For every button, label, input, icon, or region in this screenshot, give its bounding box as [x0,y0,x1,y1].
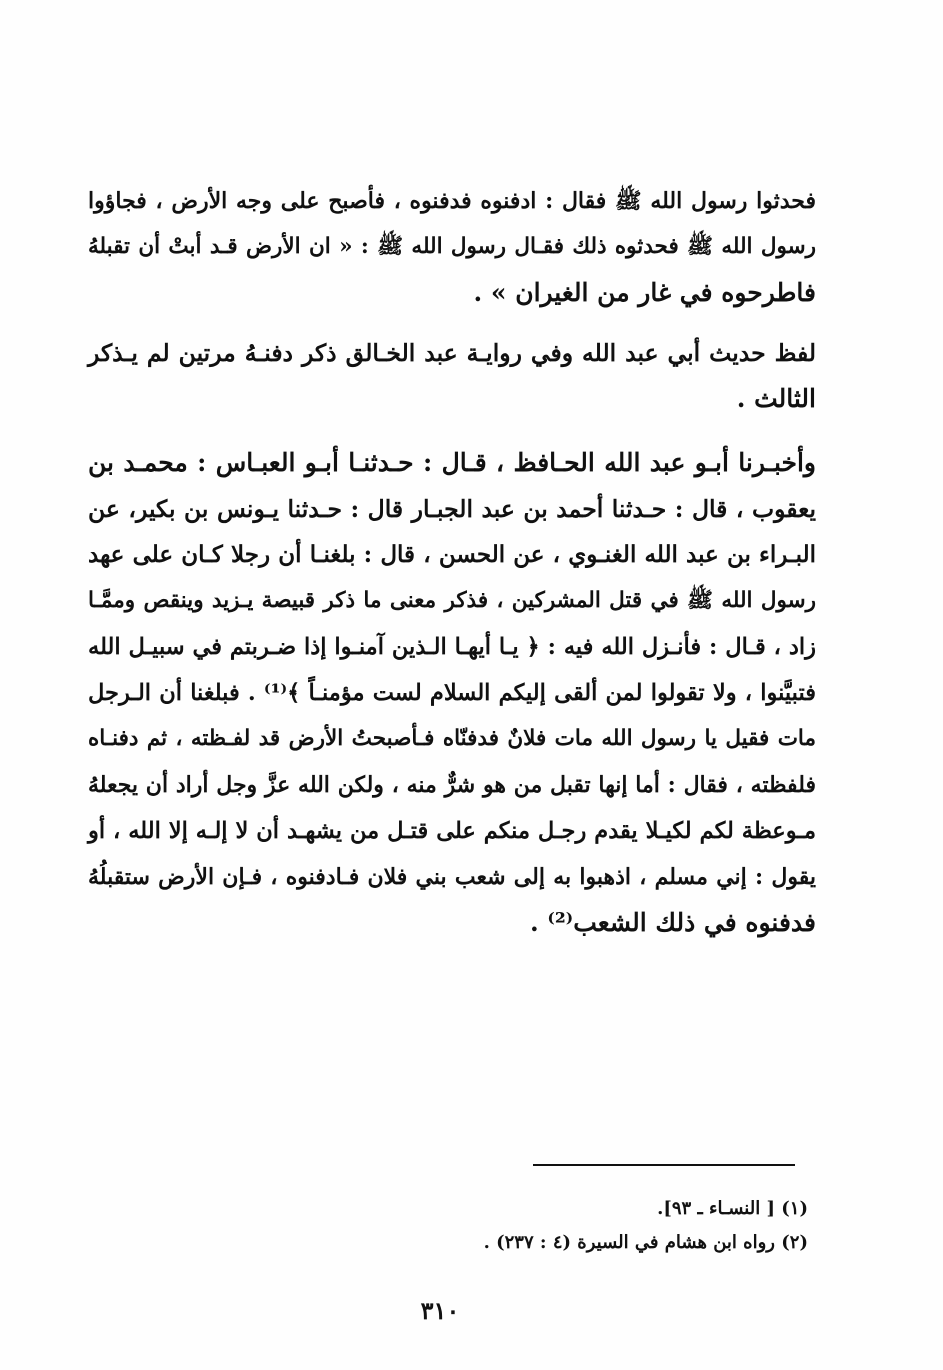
footnote-divider [533,1164,795,1166]
text-line: يعقوب ، قال : حـدثنا أحمد بن عبد الجبـار قال : حـدثنا يـونس بن بكير، عن [88,495,816,523]
text-line: وأخبـرنا أبـو عبد الله الحـافظ ، قـال : حـدثنـا أبـو العبـاس : محمـد بن [88,448,816,477]
text-line: الثالث . [736,384,816,413]
footnote-2: (٢) رواه ابن هشام في السيرة (٤ : ٢٣٧) . [483,1232,808,1253]
text-line: رسول الله ﷺ فحدثوه ذلك فقـال رسول الله ﷺ : « ان الأرض قـد أبتْ أن تقبلهُ [88,234,816,259]
text-line: البـراء بن عبد الله الغنـوي ، عن الحسن ، قال : بلغنـا أن رجلا كـان على عهد [88,541,816,568]
footnote-1: (١) [ النسـاء ـ ٩٣]. [657,1198,808,1219]
text-line: فلفظته ، فقال : أما إنها تقبل من هو شرٌّ منه ، ولكن الله عزَّ وجل أراد أن يجعلهُ [88,772,816,798]
text-line: فحدثوا رسول الله ﷺ فقال : ادفنوه فدفنوه ، فأصبح على وجه الأرض ، فجاؤوا [88,188,816,214]
text-line: فتبيَّنوا ، ولا تقولوا لمن ألقى إليكم السلام لست مؤمنـاً ﴾⁽¹⁾ . فبلغنا أن الـرجل [88,680,816,706]
paragraph-2 [88,330,816,422]
text-line: فدفنوه في ذلك الشعب⁽²⁾ . [529,908,816,937]
text-line: مات فقيل يا رسول الله مات فلانٌ فدفنّاه فـأصبحتُ الأرض قد لفـظته ، ثم دفنـاه [88,726,816,751]
text-line: مـوعظة لكم لكيـلا يقدم رجـل منكم على قتـل من يشهـد أن لا إلـه إلا الله ، أو [88,818,816,844]
text-line: يقول : إني مسلم ، اذهبوا به إلى شعب بني فلان فـادفنوه ، فـإن الأرض ستقبلُهُ [88,864,816,890]
text-line: لفظ حديث أبي عبد الله وفي روايـة عبد الخـالق ذكر دفنـهُ مرتين لم يـذكر [88,339,816,367]
text-line: زاد ، قـال : فأنـزل الله فيه : ﴿ يـا أيهـا الـذين آمنـوا إذا ضـربتم في سبيـل الله [88,634,816,660]
paragraph-1 [88,178,816,316]
text-line: رسول الله ﷺ في قتل المشركين ، فذكر معنى ما ذكر قبيصة يـزيد وينقص وممَّـا [88,588,816,613]
page-number: ٣١٠ [420,1296,460,1325]
paragraph-3 [88,440,816,946]
text-line: فاطرحوه في غار من الغيران » . [473,278,816,307]
footnotes [408,1192,808,1260]
